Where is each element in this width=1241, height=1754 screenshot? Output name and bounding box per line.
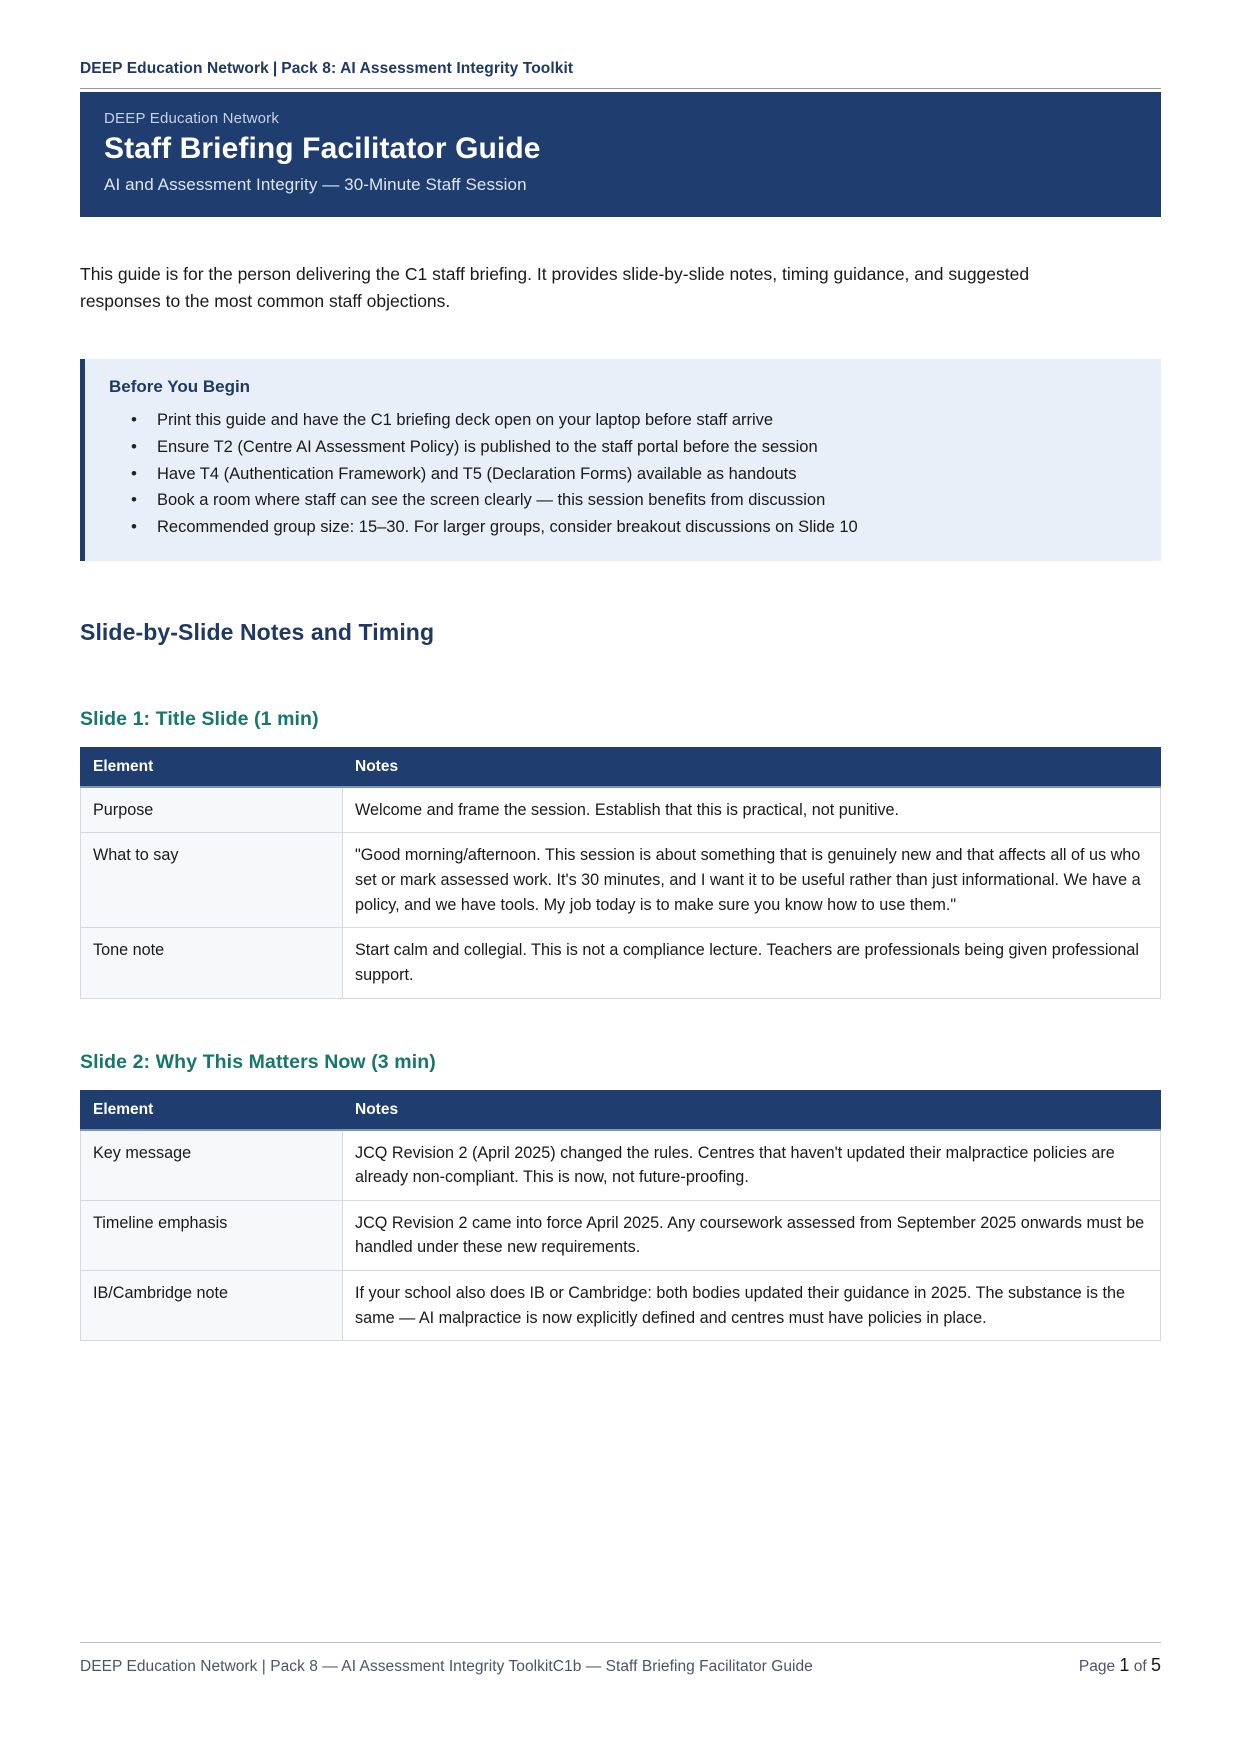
column-header-notes: Notes [343, 747, 1161, 787]
callout-list [109, 407, 1137, 541]
table-header-row [81, 747, 1161, 787]
before-you-begin-callout [80, 359, 1161, 561]
cell-element: Purpose [81, 787, 343, 833]
table-row [81, 787, 1161, 833]
page-title: Staff Briefing Facilitator Guide [104, 132, 541, 165]
cell-notes: "Good morning/afternoon. This session is about something that is genuinely new and that affects all of us who set or mark assessed work. It's 30 minutes, and I want it to be useful rather than just informational. We have a policy, and we have tools. My job today is to make sure you know how to use them." [343, 833, 1161, 928]
callout-title: Before You Begin [109, 377, 251, 397]
table-row [81, 928, 1161, 998]
cell-notes: JCQ Revision 2 came into force April 2025. Any coursework assessed from September 2025 onwards must be handled under these new requirements. [343, 1200, 1161, 1270]
cell-element: Tone note [81, 928, 343, 998]
table-row [81, 1271, 1161, 1341]
column-header-element: Element [81, 1090, 343, 1130]
table-row [81, 833, 1161, 928]
section-heading: Slide-by-Slide Notes and Timing [80, 618, 435, 645]
running-header [80, 0, 1161, 78]
list-item: • Recommended group size: 15–30. For larger groups, consider breakout discussions on Slide 10 [155, 514, 1137, 541]
cell-notes: JCQ Revision 2 (April 2025) changed the rules. Centres that haven't updated their malpractice policies are already non-compliant. This is now, not future-proofing. [343, 1130, 1161, 1201]
banner-subtitle: AI and Assessment Integrity — 30-Minute Staff Session [104, 175, 527, 194]
header-divider [80, 88, 1161, 89]
intro-paragraph: This guide is for the person delivering the C1 staff briefing. It provides slide-by-slide notes, timing guidance, and suggested responses to the most common staff objections. [80, 264, 1030, 312]
slide-block-2 [80, 1051, 1161, 1342]
page-footer [80, 1642, 1161, 1676]
cell-element: Timeline emphasis [81, 1200, 343, 1270]
footer-of-label: of [1133, 1658, 1147, 1675]
banner-eyebrow: DEEP Education Network [104, 110, 280, 127]
slide-heading-2: Slide 2: Why This Matters Now (3 min) [80, 1050, 436, 1073]
slide-2-notes-table [80, 1090, 1161, 1342]
slide-heading-1: Slide 1: Title Slide (1 min) [80, 707, 319, 730]
slide-1-notes-table [80, 747, 1161, 999]
footer-page-total: 5 [1150, 1655, 1161, 1675]
table-row [81, 1200, 1161, 1270]
cell-element: IB/Cambridge note [81, 1271, 343, 1341]
footer-page-number: 1 [1119, 1655, 1130, 1675]
cell-notes: Start calm and collegial. This is not a compliance lecture. Teachers are professionals being given professional support. [343, 928, 1161, 998]
list-item: • Print this guide and have the C1 briefing deck open on your laptop before staff arrive [155, 407, 1137, 434]
list-item: • Have T4 (Authentication Framework) and T5 (Declaration Forms) available as handouts [155, 461, 1137, 488]
cell-element: What to say [81, 833, 343, 928]
cell-notes: Welcome and frame the session. Establish that this is practical, not punitive. [343, 787, 1161, 833]
table-row [81, 1130, 1161, 1201]
running-header-org: DEEP Education Network [80, 60, 269, 77]
running-header-pack: Pack 8: AI Assessment Integrity Toolkit [281, 60, 574, 77]
footer-page-label: Page [1078, 1658, 1116, 1675]
title-banner [80, 92, 1161, 217]
running-header-separator: | [272, 60, 278, 77]
cell-element: Key message [81, 1130, 343, 1201]
list-item: • Ensure T2 (Centre AI Assessment Policy) is published to the staff portal before the session [155, 434, 1137, 461]
list-item: • Book a room where staff can see the screen clearly — this session benefits from discussion [155, 487, 1137, 514]
cell-notes: If your school also does IB or Cambridge: both bodies updated their guidance in 2025. The substance is the same — AI malpractice is now explicitly defined and centres must have policies in place. [343, 1271, 1161, 1341]
footer-page-indicator [1079, 1655, 1161, 1676]
footer-left-text: DEEP Education Network | Pack 8 — AI Assessment Integrity ToolkitC1b — Staff Briefing Facilitator Guide [80, 1658, 813, 1675]
footer-divider [80, 1642, 1161, 1643]
column-header-notes: Notes [343, 1090, 1161, 1130]
column-header-element: Element [81, 747, 343, 787]
slide-block-1 [80, 708, 1161, 999]
table-header-row [81, 1090, 1161, 1130]
